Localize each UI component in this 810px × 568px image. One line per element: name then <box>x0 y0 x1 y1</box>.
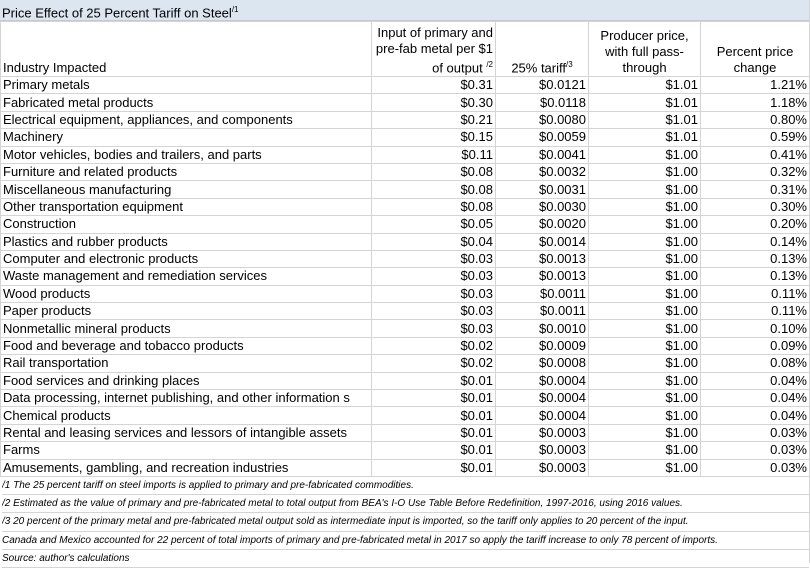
cell-tariff[interactable]: $0.0118 <box>496 94 589 111</box>
cell-percent-change[interactable]: 0.80% <box>701 111 810 128</box>
table-row <box>1 163 810 180</box>
cell-producer-price[interactable]: $1.00 <box>589 337 701 354</box>
tariff-table <box>0 21 810 477</box>
cell-industry[interactable]: Wood products <box>1 285 372 302</box>
table-row <box>1 146 810 163</box>
cell-producer-price[interactable]: $1.00 <box>589 268 701 285</box>
cell-input[interactable]: $0.01 <box>372 459 496 476</box>
cell-percent-change[interactable]: 0.10% <box>701 320 810 337</box>
cell-industry[interactable]: Amusements, gambling, and recreation industries <box>1 459 372 476</box>
cell-tariff[interactable]: $0.0004 <box>496 372 589 389</box>
cell-industry[interactable]: Construction <box>1 216 372 233</box>
cell-input[interactable]: $0.01 <box>372 390 496 407</box>
table-title[interactable] <box>0 0 809 21</box>
cell-percent-change[interactable]: 0.13% <box>701 250 810 267</box>
header-input-footnote: /2 <box>486 59 493 69</box>
cell-percent-change[interactable]: 0.04% <box>701 390 810 407</box>
cell-tariff[interactable]: $0.0003 <box>496 459 589 476</box>
cell-industry[interactable]: Plastics and rubber products <box>1 233 372 250</box>
cell-input[interactable]: $0.04 <box>372 233 496 250</box>
header-producer-price-label: Producer price, with full pass-through <box>600 28 689 75</box>
cell-industry[interactable]: Other transportation equipment <box>1 198 372 215</box>
table-row <box>1 337 810 354</box>
table-row <box>1 442 810 459</box>
cell-industry[interactable]: Food services and drinking places <box>1 372 372 389</box>
cell-input[interactable]: $0.05 <box>372 216 496 233</box>
cell-percent-change[interactable]: 0.08% <box>701 355 810 372</box>
cell-input[interactable]: $0.01 <box>372 372 496 389</box>
cell-percent-change[interactable]: 0.04% <box>701 372 810 389</box>
cell-tariff[interactable]: $0.0080 <box>496 111 589 128</box>
header-percent-change[interactable] <box>701 22 810 77</box>
cell-producer-price[interactable]: $1.00 <box>589 355 701 372</box>
cell-industry[interactable]: Data processing, internet publishing, and other information s <box>1 390 372 407</box>
cell-producer-price[interactable]: $1.00 <box>589 285 701 302</box>
cell-industry[interactable]: Nonmetallic mineral products <box>1 320 372 337</box>
cell-percent-change[interactable]: 0.32% <box>701 163 810 180</box>
cell-percent-change[interactable]: 0.41% <box>701 146 810 163</box>
header-tariff-label: 25% tariff <box>511 60 566 75</box>
cell-industry[interactable]: Paper products <box>1 303 372 320</box>
cell-tariff[interactable]: $0.0014 <box>496 233 589 250</box>
cell-tariff[interactable]: $0.0011 <box>496 303 589 320</box>
header-tariff[interactable] <box>496 22 589 77</box>
cell-industry[interactable]: Waste management and remediation services <box>1 268 372 285</box>
cell-tariff[interactable]: $0.0032 <box>496 163 589 180</box>
footnote[interactable]: Source: author's calculations <box>2 550 809 568</box>
cell-industry[interactable]: Motor vehicles, bodies and trailers, and parts <box>1 146 372 163</box>
cell-industry[interactable]: Rail transportation <box>1 355 372 372</box>
cell-producer-price[interactable]: $1.01 <box>589 111 701 128</box>
table-title-text: Price Effect of 25 Percent Tariff on Steel <box>2 5 232 21</box>
cell-industry[interactable]: Electrical equipment, appliances, and components <box>1 111 372 128</box>
cell-input[interactable]: $0.01 <box>372 424 496 441</box>
cell-input[interactable]: $0.02 <box>372 355 496 372</box>
cell-input[interactable]: $0.03 <box>372 250 496 267</box>
cell-producer-price[interactable]: $1.00 <box>589 233 701 250</box>
cell-input[interactable]: $0.03 <box>372 320 496 337</box>
table-row <box>1 77 810 94</box>
header-percent-change-label: Percent price change <box>716 44 794 75</box>
cell-tariff[interactable]: $0.0059 <box>496 129 589 146</box>
cell-industry[interactable]: Primary metals <box>1 77 372 94</box>
cell-industry[interactable]: Fabricated metal products <box>1 94 372 111</box>
table-row <box>1 129 810 146</box>
cell-tariff[interactable]: $0.0003 <box>496 424 589 441</box>
table-row <box>1 372 810 389</box>
cell-producer-price[interactable]: $1.00 <box>589 407 701 424</box>
cell-industry[interactable]: Rental and leasing services and lessors of intangible assets <box>1 424 372 441</box>
cell-industry[interactable]: Chemical products <box>1 407 372 424</box>
cell-percent-change[interactable]: 0.11% <box>701 303 810 320</box>
cell-tariff[interactable]: $0.0008 <box>496 355 589 372</box>
cell-producer-price[interactable]: $1.01 <box>589 129 701 146</box>
cell-percent-change[interactable]: 0.09% <box>701 337 810 354</box>
cell-industry[interactable]: Farms <box>1 442 372 459</box>
cell-producer-price[interactable]: $1.00 <box>589 390 701 407</box>
table-row <box>1 285 810 302</box>
cell-producer-price[interactable]: $1.00 <box>589 372 701 389</box>
table-row <box>1 424 810 441</box>
title-footnote-marker: /1 <box>231 5 239 14</box>
cell-percent-change[interactable]: 0.59% <box>701 129 810 146</box>
cell-input[interactable]: $0.11 <box>372 146 496 163</box>
header-industry-label: Industry Impacted <box>3 60 107 75</box>
header-tariff-footnote: /3 <box>566 59 573 69</box>
cell-producer-price[interactable]: $1.00 <box>589 181 701 198</box>
cell-tariff[interactable]: $0.0030 <box>496 198 589 215</box>
cell-producer-price[interactable]: $1.00 <box>589 320 701 337</box>
cell-input[interactable]: $0.01 <box>372 407 496 424</box>
cell-producer-price[interactable]: $1.00 <box>589 303 701 320</box>
cell-input[interactable]: $0.15 <box>372 129 496 146</box>
cell-input[interactable]: $0.08 <box>372 181 496 198</box>
cell-tariff[interactable]: $0.0003 <box>496 442 589 459</box>
footnotes <box>0 477 809 568</box>
cell-tariff[interactable]: $0.0031 <box>496 181 589 198</box>
cell-input[interactable]: $0.03 <box>372 268 496 285</box>
cell-percent-change[interactable]: 0.03% <box>701 459 810 476</box>
cell-input[interactable]: $0.21 <box>372 111 496 128</box>
cell-tariff[interactable]: $0.0013 <box>496 250 589 267</box>
cell-percent-change[interactable]: 1.18% <box>701 94 810 111</box>
cell-tariff[interactable]: $0.0011 <box>496 285 589 302</box>
table-row <box>1 390 810 407</box>
cell-producer-price[interactable]: $1.00 <box>589 250 701 267</box>
cell-producer-price[interactable]: $1.00 <box>589 146 701 163</box>
cell-producer-price[interactable]: $1.00 <box>589 424 701 441</box>
cell-tariff[interactable]: $0.0013 <box>496 268 589 285</box>
footnote[interactable]: /3 20 percent of the primary metal and pre-fabricated metal output sold as intermediate input is imported, so the tariff only applies to 20 percent of the input. <box>2 513 809 531</box>
cell-producer-price[interactable]: $1.00 <box>589 216 701 233</box>
cell-tariff[interactable]: $0.0041 <box>496 146 589 163</box>
cell-producer-price[interactable]: $1.01 <box>589 94 701 111</box>
cell-tariff[interactable]: $0.0004 <box>496 390 589 407</box>
cell-tariff[interactable]: $0.0004 <box>496 407 589 424</box>
cell-producer-price[interactable]: $1.00 <box>589 459 701 476</box>
footnote[interactable]: Canada and Mexico accounted for 22 percent of total imports of primary and pre-fabricated metal in 2017 so apply the tariff increase to only 78 percent of imports. <box>2 532 809 550</box>
table-row <box>1 198 810 215</box>
table-row <box>1 111 810 128</box>
header-input-label: Input of primary and pre-fab metal per $1 of output <box>375 24 493 75</box>
cell-percent-change[interactable]: 0.04% <box>701 407 810 424</box>
table-row <box>1 216 810 233</box>
cell-percent-change[interactable]: 0.31% <box>701 181 810 198</box>
cell-producer-price[interactable]: $1.00 <box>589 442 701 459</box>
table-row <box>1 233 810 250</box>
cell-input[interactable]: $0.02 <box>372 337 496 354</box>
cell-percent-change[interactable]: 0.30% <box>701 198 810 215</box>
cell-industry[interactable]: Machinery <box>1 129 372 146</box>
table-row <box>1 303 810 320</box>
table-row <box>1 320 810 337</box>
cell-input[interactable]: $0.03 <box>372 303 496 320</box>
table-row <box>1 355 810 372</box>
cell-percent-change[interactable]: 0.03% <box>701 424 810 441</box>
cell-percent-change[interactable]: 0.03% <box>701 442 810 459</box>
table-row <box>1 407 810 424</box>
cell-industry[interactable]: Furniture and related products <box>1 163 372 180</box>
cell-input[interactable]: $0.08 <box>372 198 496 215</box>
cell-producer-price[interactable]: $1.00 <box>589 163 701 180</box>
cell-percent-change[interactable]: 0.13% <box>701 268 810 285</box>
cell-producer-price[interactable]: $1.00 <box>589 198 701 215</box>
table-row <box>1 459 810 476</box>
cell-producer-price[interactable]: $1.01 <box>589 77 701 94</box>
cell-input[interactable]: $0.03 <box>372 285 496 302</box>
cell-input[interactable]: $0.01 <box>372 442 496 459</box>
cell-tariff[interactable]: $0.0020 <box>496 216 589 233</box>
cell-tariff[interactable]: $0.0121 <box>496 77 589 94</box>
table-row <box>1 181 810 198</box>
header-producer-price[interactable] <box>589 22 701 77</box>
cell-percent-change[interactable]: 1.21% <box>701 77 810 94</box>
cell-industry[interactable]: Computer and electronic products <box>1 250 372 267</box>
cell-percent-change[interactable]: 0.20% <box>701 216 810 233</box>
cell-percent-change[interactable]: 0.11% <box>701 285 810 302</box>
header-row <box>1 22 810 77</box>
header-industry[interactable] <box>1 22 372 77</box>
header-input[interactable] <box>372 22 496 77</box>
footnote[interactable]: /1 The 25 percent tariff on steel imports is applied to primary and pre-fabricated commodities. <box>2 477 809 495</box>
cell-tariff[interactable]: $0.0010 <box>496 320 589 337</box>
cell-input[interactable]: $0.31 <box>372 77 496 94</box>
cell-input[interactable]: $0.08 <box>372 163 496 180</box>
cell-input[interactable]: $0.30 <box>372 94 496 111</box>
cell-industry[interactable]: Miscellaneous manufacturing <box>1 181 372 198</box>
cell-tariff[interactable]: $0.0009 <box>496 337 589 354</box>
table-row <box>1 250 810 267</box>
footnote[interactable]: /2 Estimated as the value of primary and pre-fabricated metal to total output from BEA's I-O Use Table Before Redefinition, 1997-2016, using 2016 values. <box>2 495 809 513</box>
table-row <box>1 268 810 285</box>
table-row <box>1 94 810 111</box>
cell-percent-change[interactable]: 0.14% <box>701 233 810 250</box>
cell-industry[interactable]: Food and beverage and tobacco products <box>1 337 372 354</box>
